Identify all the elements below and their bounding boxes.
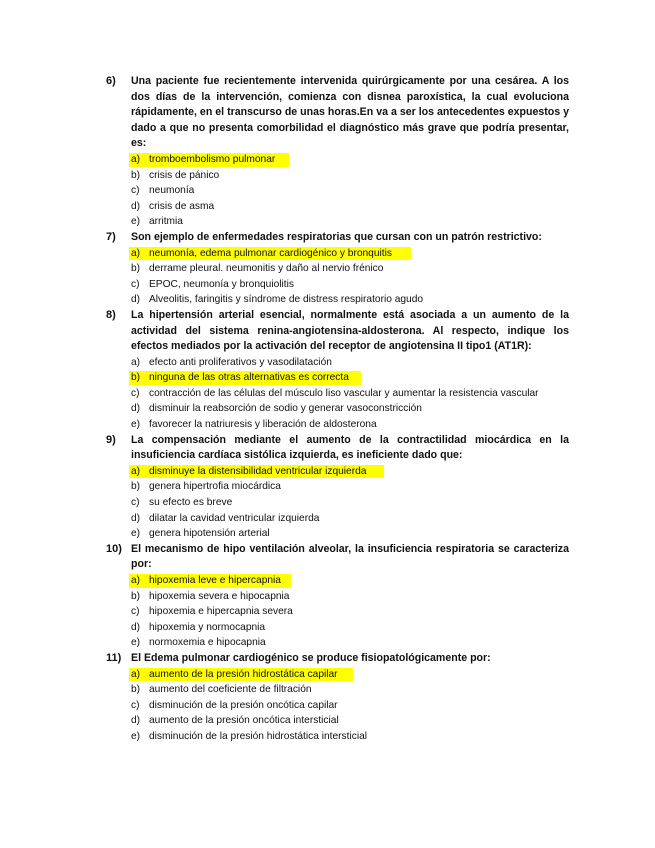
option-letter: b)	[131, 684, 141, 696]
option-text: aumento de la presión oncótica intersticial	[149, 715, 339, 727]
option-text: favorecer la natriuresis y liberación de aldosterona	[149, 419, 377, 431]
option-letter: d)	[131, 621, 141, 633]
option-list	[0, 152, 655, 230]
option-a[interactable]	[0, 355, 655, 371]
option-c[interactable]	[0, 277, 655, 293]
option-letter: d)	[131, 200, 141, 212]
question-text: La hipertensión arterial esencial, normalmente está asociada a un aumento de la actividad del sistema renina-angiotensina-aldosterona. Al respecto, indique los efectos mediados por la activación del receptor de angiotensina II tipo1 (AT1R):	[131, 308, 569, 353]
option-a[interactable]	[0, 573, 655, 589]
option-letter: e)	[131, 216, 141, 228]
option-letter: c)	[131, 278, 140, 290]
question-number: 7)	[106, 230, 116, 243]
question	[0, 74, 655, 230]
option-a[interactable]	[0, 246, 655, 262]
option-text: normoxemia e hipocapnia	[149, 637, 266, 649]
option-list	[0, 246, 655, 308]
option-c[interactable]	[0, 604, 655, 620]
option-d[interactable]	[0, 292, 655, 308]
option-c[interactable]	[0, 698, 655, 714]
option-letter: b)	[131, 590, 141, 602]
option-text: disminuye la distensibilidad ventricular izquierda	[149, 465, 367, 477]
question	[0, 308, 655, 433]
option-text: Alveolitis, faringitis y síndrome de distress respiratorio agudo	[149, 294, 424, 306]
option-letter: a)	[131, 575, 141, 586]
option-list	[0, 573, 655, 651]
option-text: hipoxemia severa e hipocapnia	[149, 590, 290, 602]
option-b[interactable]	[0, 168, 655, 184]
option-e[interactable]	[0, 526, 655, 542]
option-letter: a)	[131, 153, 141, 165]
option-text: tromboembolismo pulmonar	[149, 153, 276, 165]
option-b[interactable]	[0, 589, 655, 605]
question	[0, 433, 655, 542]
question	[0, 230, 655, 308]
option-letter: a)	[131, 668, 141, 680]
question-number: 10)	[106, 542, 122, 555]
question-text: Son ejemplo de enfermedades respiratorias que cursan con un patrón restrictivo:	[131, 230, 542, 243]
option-e[interactable]	[0, 729, 655, 745]
question-text: El mecanismo de hipo ventilación alveolar, la insuficiencia respiratoria se caracteriza por:	[131, 542, 569, 571]
option-text: disminución de la presión oncótica capilar	[149, 699, 338, 711]
question-text: La compensación mediante el aumento de la contractilidad miocárdica en la insuficiencia cardíaca sistólica izquierda, es ineficiente dado que:	[131, 433, 569, 462]
option-letter: d)	[131, 715, 141, 727]
option-list	[0, 667, 655, 745]
option-text: arritmia	[149, 216, 183, 228]
option-text: crisis de asma	[149, 200, 215, 212]
option-letter: b)	[131, 169, 141, 181]
option-text: hipoxemia e hipercapnia severa	[149, 606, 293, 618]
question-number: 8)	[106, 308, 116, 321]
option-list	[0, 355, 655, 433]
option-e[interactable]	[0, 635, 655, 651]
option-text: contracción de las células del músculo liso vascular y aumentar la resistencia vascular	[149, 387, 539, 399]
option-text: derrame pleural. neumonitis y daño al nervio frénico	[149, 263, 384, 275]
option-letter: c)	[131, 699, 140, 711]
question-text: El Edema pulmonar cardiogénico se produce fisiopatológicamente por:	[131, 651, 491, 664]
option-list	[0, 464, 655, 542]
option-letter: c)	[131, 497, 140, 509]
option-letter: d)	[131, 512, 141, 524]
question-text: Una paciente fue recientemente intervenida quirúrgicamente por una cesárea. A los dos días de la intervención, comienza con disnea paroxística, la cual evoluciona rápidamente, en el transcurso de unas horas.En va a ser los antecedentes expuestos y dado a que no presenta comorbilidad el diagnóstico más grave que podría presentar, es:	[131, 75, 569, 150]
question-number: 9)	[106, 433, 116, 446]
option-letter: a)	[131, 356, 141, 368]
option-letter: d)	[131, 294, 141, 306]
option-text: hipoxemia y normocapnia	[149, 621, 266, 633]
option-letter: c)	[131, 185, 140, 197]
option-text: neumonía	[149, 185, 195, 197]
option-c[interactable]	[0, 495, 655, 511]
option-a[interactable]	[0, 152, 655, 168]
option-d[interactable]	[0, 199, 655, 215]
option-a[interactable]	[0, 464, 655, 480]
option-text: EPOC, neumonía y bronquiolitis	[149, 278, 294, 290]
option-text: dilatar la cavidad ventricular izquierda	[149, 512, 320, 524]
option-text: hipoxemia leve e hipercapnia	[149, 575, 281, 586]
option-b[interactable]	[0, 261, 655, 277]
option-text: disminución de la presión hidrostática intersticial	[149, 730, 368, 742]
option-letter: d)	[131, 403, 141, 415]
option-letter: e)	[131, 419, 141, 431]
option-letter: e)	[131, 528, 141, 540]
option-letter: e)	[131, 637, 141, 649]
option-e[interactable]	[0, 417, 655, 433]
option-c[interactable]	[0, 386, 655, 402]
option-letter: b)	[131, 263, 141, 275]
option-letter: e)	[131, 730, 141, 742]
option-b[interactable]	[0, 479, 655, 495]
question	[0, 651, 655, 745]
option-e[interactable]	[0, 214, 655, 230]
option-d[interactable]	[0, 401, 655, 417]
option-d[interactable]	[0, 620, 655, 636]
option-text: ninguna de las otras alternativas es correcta	[149, 372, 349, 384]
option-text: aumento de la presión hidrostática capilar	[149, 668, 338, 680]
option-b[interactable]	[0, 370, 655, 386]
option-text: aumento del coeficiente de filtración	[149, 684, 312, 696]
option-text: efecto anti proliferativos y vasodilatación	[149, 356, 332, 368]
option-d[interactable]	[0, 713, 655, 729]
option-letter: c)	[131, 606, 140, 618]
option-text: su efecto es breve	[149, 497, 233, 509]
option-text: genera hipertrofia miocárdica	[149, 481, 281, 493]
question-number: 11)	[106, 651, 122, 664]
question-number: 6)	[106, 75, 116, 87]
option-b[interactable]	[0, 682, 655, 698]
option-text: disminuir la reabsorción de sodio y generar vasoconstricción	[149, 403, 422, 415]
question	[0, 542, 655, 651]
option-letter: a)	[131, 465, 141, 477]
option-c[interactable]	[0, 183, 655, 199]
option-text: neumonía, edema pulmonar cardiogénico y bronquitis	[149, 247, 392, 259]
exam-page	[0, 74, 655, 745]
option-letter: a)	[131, 247, 141, 259]
option-letter: b)	[131, 481, 141, 493]
option-text: crisis de pánico	[149, 169, 220, 181]
option-a[interactable]	[0, 667, 655, 683]
option-letter: b)	[131, 372, 141, 384]
option-d[interactable]	[0, 511, 655, 527]
option-text: genera hipotensión arterial	[149, 528, 270, 540]
option-letter: c)	[131, 387, 140, 399]
